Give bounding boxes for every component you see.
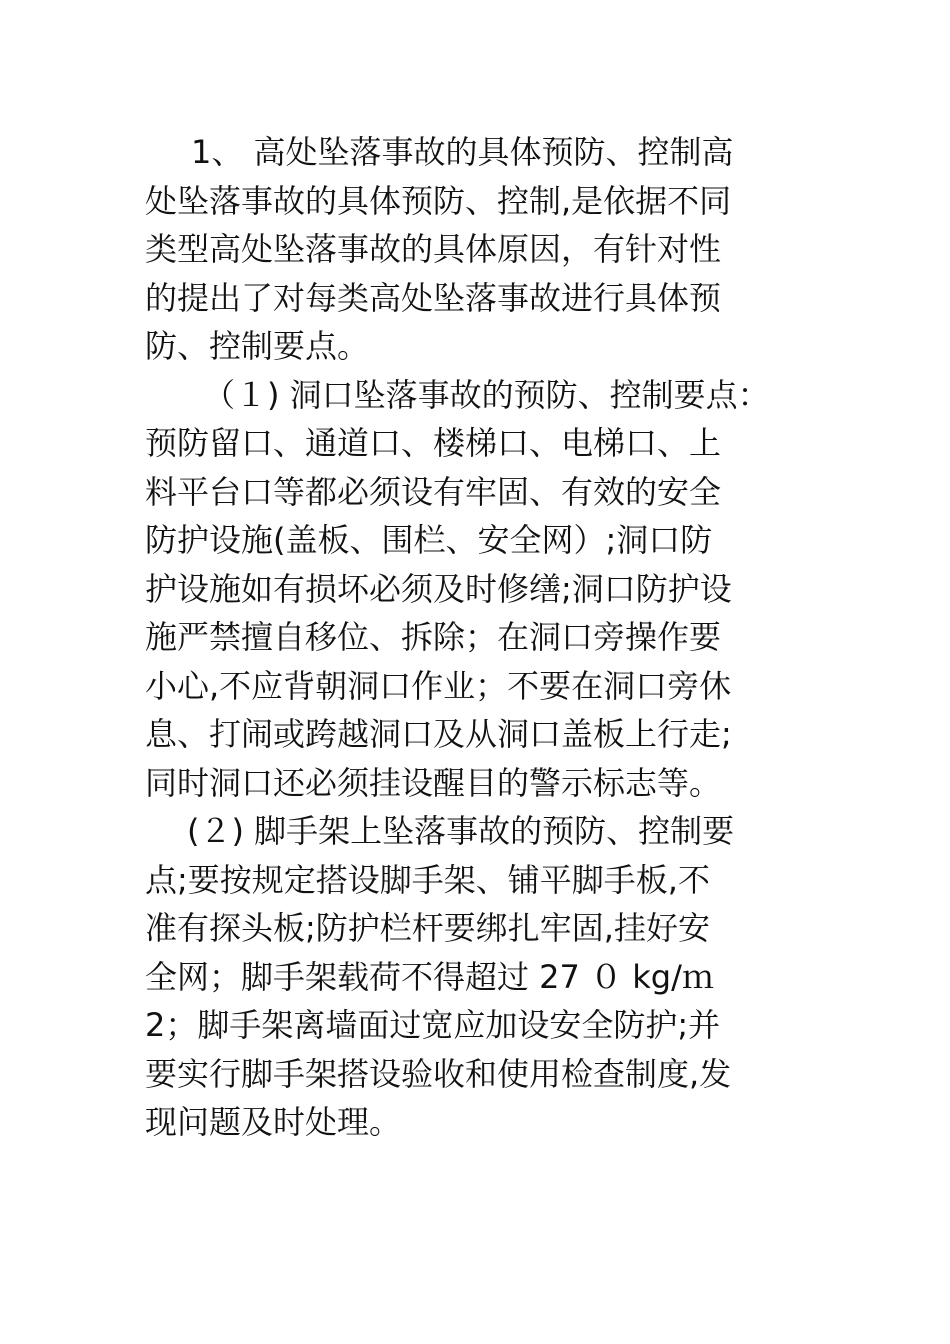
text-line: 2；脚手架离墙面过宽应加设安全防护;并 — [145, 1006, 721, 1044]
text-line: 同时洞口还必须挂设醒目的警示标志等。 — [145, 763, 722, 802]
text-line: 准有探头板;防护栏杆要绑扎牢固,挂好安 — [145, 909, 710, 947]
text-line: 施严禁擅自移位、拆除；在洞口旁操作要 — [145, 618, 722, 656]
text-line: 1、 高处坠落事故的具体预防、控制高 — [191, 133, 734, 171]
text-line: 息、打闹或跨越洞口及从洞口盖板上行走; — [145, 715, 732, 753]
text-line: 类型高处坠落事故的具体原因，有针对性 — [145, 230, 722, 268]
text-line: 点;要按规定搭设脚手架、铺平脚手板,不 — [145, 860, 710, 899]
text-line: （１) 洞口坠落事故的预防、控制要点： — [203, 375, 770, 414]
text-line: 预防留口、通道口、楼梯口、电梯口、上 — [145, 424, 722, 462]
text-line: 护设施如有损坏必须及时修缮;洞口防护设 — [145, 569, 732, 608]
text-line: (２) 脚手架上坠落事故的预防、控制要 — [187, 812, 735, 850]
text-line: 防护设施(盖板、围栏、安全网）;洞口防 — [145, 521, 713, 559]
text-line: 处坠落事故的具体预防、控制,是依据不同 — [145, 181, 732, 220]
text-line: 要实行脚手架搭设验收和使用检查制度,发 — [145, 1054, 732, 1093]
text-line: 全网；脚手架载荷不得超过 27 ０ kg/ｍ — [145, 957, 714, 996]
text-line: 料平台口等都必须设有牢固、有效的安全 — [145, 472, 722, 511]
text-line: 小心,不应背朝洞口作业；不要在洞口旁休 — [145, 666, 732, 705]
text-line: 现问题及时处理。 — [145, 1103, 402, 1141]
text-line: 防、控制要点。 — [145, 327, 370, 365]
document-body — [145, 128, 805, 1147]
text-line: 的提出了对每类高处坠落事故进行具体预 — [145, 278, 722, 317]
